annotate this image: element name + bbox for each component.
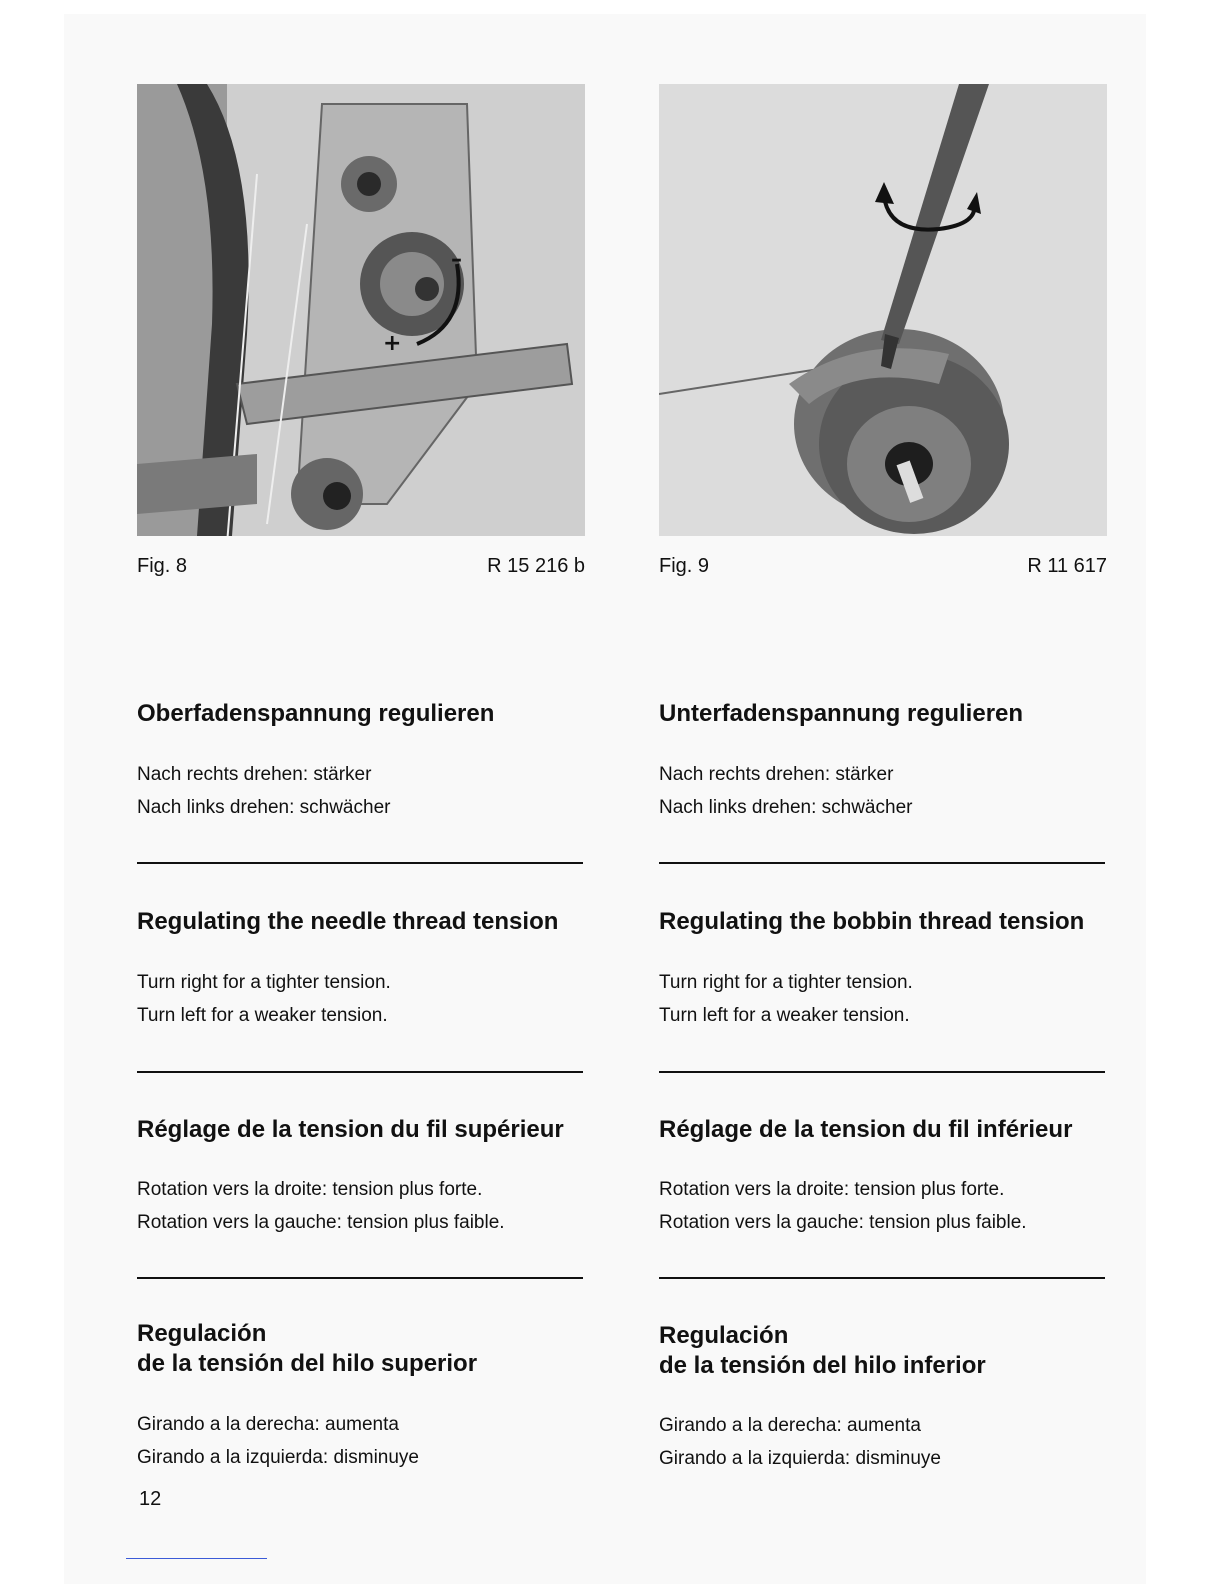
left-fr-body [137, 1173, 597, 1239]
left-de-body [137, 758, 597, 824]
left-divider-2 [137, 1071, 583, 1073]
left-divider-3 [137, 1277, 583, 1279]
left-fr-line1: Rotation vers la droite: tension plus forte. [137, 1179, 483, 1200]
footer-underline [126, 1558, 267, 1559]
right-es-heading-line2: de la tensión del hilo inferior [659, 1352, 986, 1379]
right-divider-1 [659, 862, 1105, 864]
right-fr-heading: Réglage de la tension du fil inférieur [659, 1116, 1073, 1143]
right-es-heading [659, 1321, 1119, 1381]
right-en-body [659, 966, 1119, 1032]
right-divider-3 [659, 1277, 1105, 1279]
left-fr-line2: Rotation vers la gauche: tension plus faible. [137, 1212, 505, 1233]
left-en-line1: Turn right for a tighter tension. [137, 972, 391, 993]
right-de-line2: Nach links drehen: schwächer [659, 797, 913, 818]
left-divider-1 [137, 862, 583, 864]
right-de-line1: Nach rechts drehen: stärker [659, 764, 894, 785]
right-fr-body [659, 1173, 1119, 1239]
left-es-heading-line1: Regulación [137, 1320, 267, 1347]
fig8-label: Fig. 8 [137, 555, 188, 577]
fig9-photo [659, 84, 1107, 536]
right-en-line2: Turn left for a weaker tension. [659, 1005, 910, 1026]
right-es-line1: Girando a la derecha: aumenta [659, 1415, 921, 1436]
left-es-body [137, 1408, 597, 1474]
left-de-line1: Nach rechts drehen: stärker [137, 764, 372, 785]
right-en-line1: Turn right for a tighter tension. [659, 972, 913, 993]
right-divider-2 [659, 1071, 1105, 1073]
fig9-reference: R 11 617 [1027, 555, 1107, 577]
right-fr-line1: Rotation vers la droite: tension plus forte. [659, 1179, 1005, 1200]
plus-mark: + [383, 331, 402, 356]
left-en-body [137, 966, 597, 1032]
right-es-line2: Girando a la izquierda: disminuye [659, 1448, 941, 1469]
fig9-caption [659, 554, 1107, 578]
fig9-label: Fig. 9 [659, 555, 710, 577]
left-es-heading-line2: de la tensión del hilo superior [137, 1350, 478, 1377]
fig8-caption [137, 554, 585, 578]
right-de-heading: Unterfadenspannung regulieren [659, 700, 1024, 727]
left-es-heading [137, 1319, 597, 1379]
right-en-heading: Regulating the bobbin thread tension [659, 908, 1085, 935]
left-de-line2: Nach links drehen: schwächer [137, 797, 391, 818]
left-en-heading: Regulating the needle thread tension [137, 908, 559, 935]
minus-mark: – [451, 247, 462, 272]
left-en-line2: Turn left for a weaker tension. [137, 1005, 388, 1026]
page-number: 12 [139, 1488, 162, 1510]
right-de-body [659, 758, 1119, 824]
right-es-heading-line1: Regulación [659, 1322, 789, 1349]
fig8-photo [137, 84, 585, 536]
right-es-body [659, 1409, 1119, 1475]
left-de-heading: Oberfadenspannung regulieren [137, 700, 495, 727]
fig8-reference: R 15 216 b [487, 555, 585, 577]
right-fr-line2: Rotation vers la gauche: tension plus faible. [659, 1212, 1027, 1233]
left-es-line2: Girando a la izquierda: disminuye [137, 1447, 419, 1468]
left-es-line1: Girando a la derecha: aumenta [137, 1414, 399, 1435]
left-fr-heading: Réglage de la tension du fil supérieur [137, 1116, 564, 1143]
